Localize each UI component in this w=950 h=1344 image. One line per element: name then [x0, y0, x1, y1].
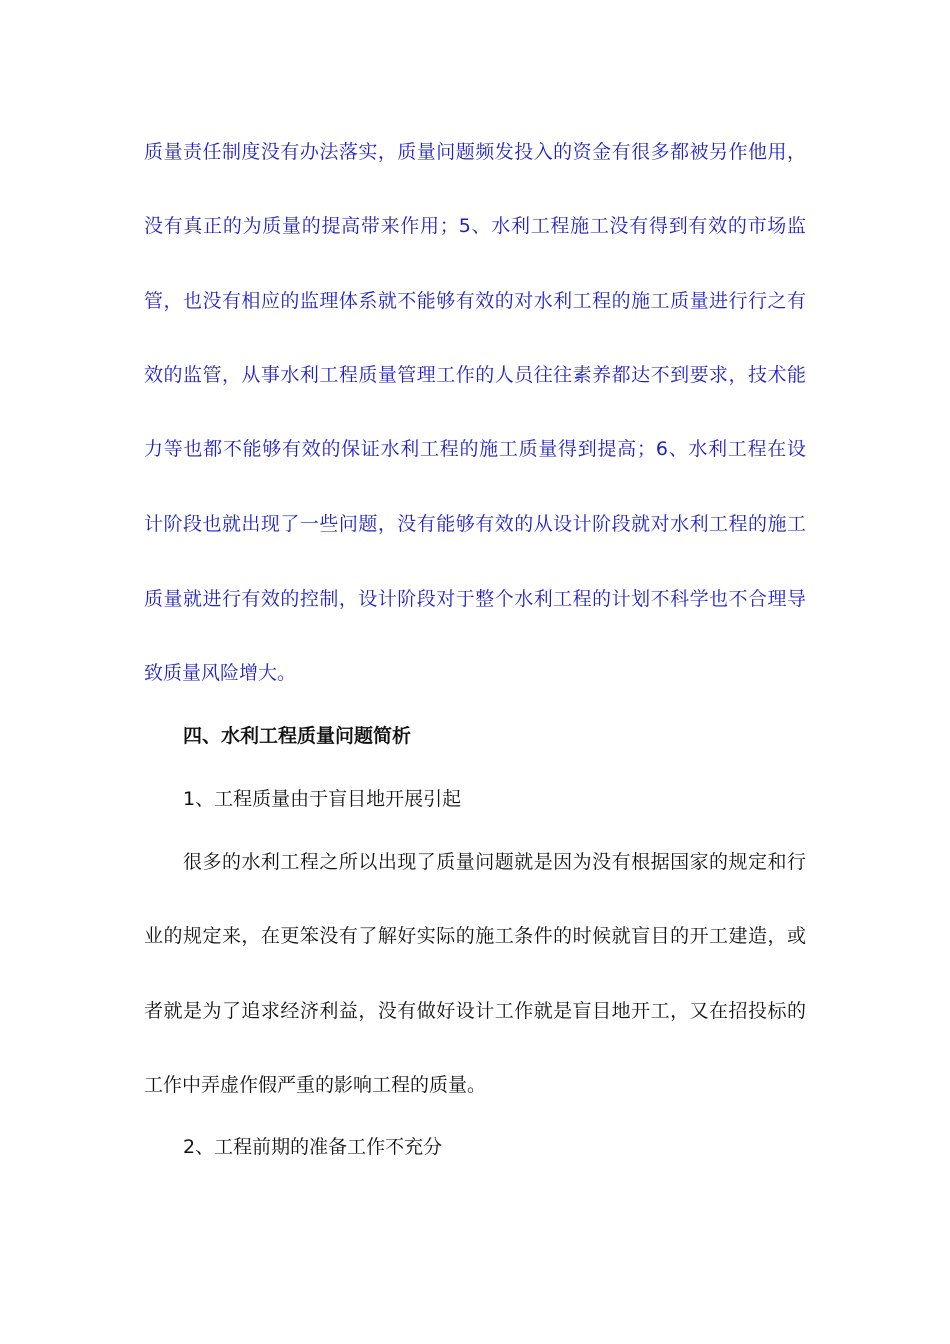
section-heading: 四、水利工程质量问题简析	[183, 725, 412, 747]
continuation-line-8: 致质量风险增大。	[144, 662, 297, 684]
subheading-1: 1、工程质量由于盲目地开展引起	[183, 788, 462, 810]
paragraph-1-line-2: 业的规定来，在更笨没有了解好实际的施工条件的时候就盲目的开工建造，或	[144, 925, 806, 947]
paragraph-1-line-4: 工作中弄虚作假严重的影响工程的质量。	[144, 1074, 487, 1096]
continuation-line-2: 没有真正的为质量的提高带来作用；5、水利工程施工没有得到有效的市场监	[144, 215, 806, 237]
continuation-line-7: 质量就进行有效的控制，设计阶段对于整个水利工程的计划不科学也不合理导	[144, 588, 806, 610]
continuation-line-1: 质量责任制度没有办法落实，质量问题频发投入的资金有很多都被另作他用，	[144, 141, 806, 163]
continuation-line-6: 计阶段也就出现了一些问题，没有能够有效的从设计阶段就对水利工程的施工	[144, 513, 806, 535]
continuation-line-4: 效的监管，从事水利工程质量管理工作的人员往往素养都达不到要求，技术能	[144, 364, 806, 386]
continuation-line-3: 管，也没有相应的监理体系就不能够有效的对水利工程的施工质量进行行之有	[144, 290, 806, 312]
continuation-line-5: 力等也都不能够有效的保证水利工程的施工质量得到提高；6、水利工程在设	[144, 438, 806, 460]
subheading-2: 2、工程前期的准备工作不充分	[183, 1136, 443, 1158]
paragraph-1-line-3: 者就是为了追求经济利益，没有做好设计工作就是盲目地开工，又在招投标的	[144, 1000, 806, 1022]
paragraph-1-line-1: 很多的水利工程之所以出现了质量问题就是因为没有根据国家的规定和行	[183, 851, 806, 873]
